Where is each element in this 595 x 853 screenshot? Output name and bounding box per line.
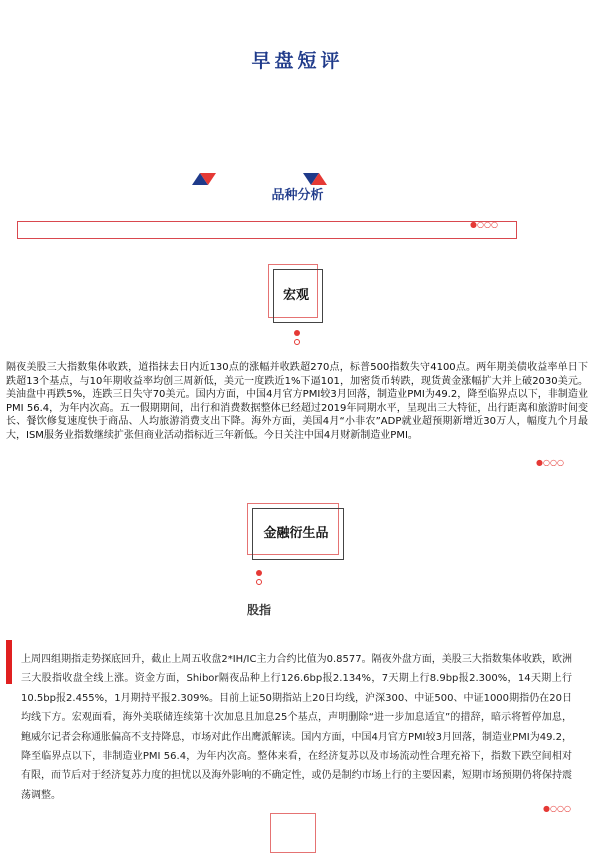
bullet-filled-icon xyxy=(294,330,300,336)
macro-title: 宏观 xyxy=(282,288,309,303)
section-heading-variety-analysis: 品种分析 xyxy=(271,188,324,203)
page-title: 早盘短评 xyxy=(251,50,344,72)
dots-marker-icon: ●○○○ xyxy=(543,804,571,813)
bullet-outline-icon xyxy=(256,579,262,585)
macro-body: 隔夜美股三大指数集体收跌，道指抹去日内近130点的涨幅并收跌超270点，标普500指数失守4100点。两年期美债收益率单日下跌超13个基点，与10年期收益率均创三周新低，美元一度跌近1%下逼101，加密货币转跌，现货黄金涨幅扩大并上破2030美元。美油盘中再跌5%，连跌三日失守70美元。国内方面，中国4月官方PMI较3月回落，制造业PMI为49.2，降至临界点以下，非制造业PMI 56.4，为年内次高。五一假期期间，出行和消费数据整体已经超过2019年同期水平，呈现出三大特征，出行距离和旅游时间变长、餐饮修复速度快于商品、人均旅游消费支出下降。海外方面，美国4月“小非农”ADP就业超预期新增近30万人，幅度九个月最大，ISM服务业指数继续扩张但商业活动指标近三年新低。今日关注中国4月财新制造业PMI。 xyxy=(6,362,588,441)
section-divider-box xyxy=(17,221,517,239)
dots-marker-icon: ●○○○ xyxy=(536,458,564,467)
financial-derivatives-title: 金融衍生品 xyxy=(263,526,329,541)
red-accent-bar xyxy=(6,640,12,684)
dots-marker-icon: ●○○○ xyxy=(470,220,498,229)
next-section-box-partial xyxy=(270,813,316,853)
stock-index-subheading: 股指 xyxy=(247,603,272,617)
macro-title-box xyxy=(268,264,324,324)
stock-index-body: 上周四组期指走势探底回升，截止上周五收盘2*IH/IC主力合约比值为0.8577。隔夜外盘方面，美股三大指数集体收跌，欧洲三大股指收盘全线上涨。资金方面，Shibor隔夜品种上行126.6bp报2.134%，7天期上行8.9bp报2.300%，14天期上行10.5bp报2.455%，1月期持平报2.309%。目前上证50期指站上20日均线，沪深300、中证500、中证1000期指仍在20日均线下方。宏观面看，海外美联储连续第十次加息且加息25个基点，声明删除“进一步加息适宜”的措辞，暗示将暂停加息，鲍威尔记者会称通胀偏高不支持降息，市场对此作出鹰派解读。国内方面，中国4月官方PMI较3月回落，制造业PMI为49.2，降至临界点以下，非制造业PMI 56.4，为年内次高。整体来看，在经济复苏以及市场流动性合理充裕下，指数下跌空间相对有限，而节后对于经济复苏力度的担忧以及海外影响的不确定性，或仍是制约市场上行的主要因素，短期市场预期仍将保持震荡调整。 xyxy=(21,654,572,801)
bullet-outline-icon xyxy=(294,339,300,345)
bullet-filled-icon xyxy=(256,570,262,576)
financial-derivatives-title-box xyxy=(247,503,345,561)
